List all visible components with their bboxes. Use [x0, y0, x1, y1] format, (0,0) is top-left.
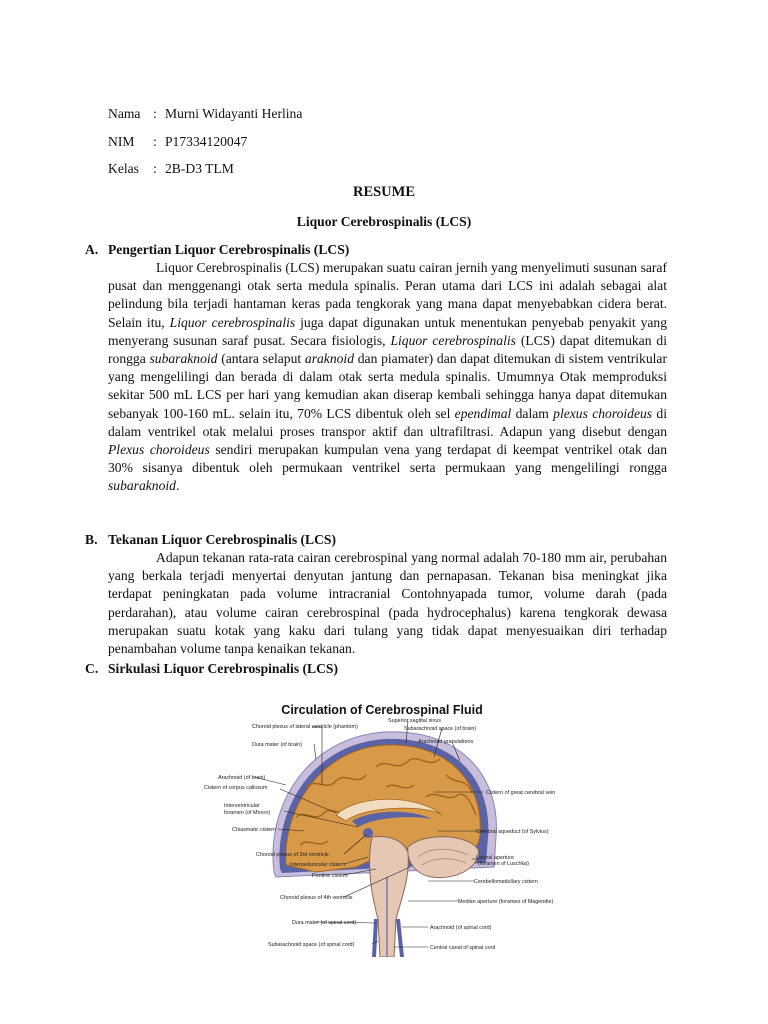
label-foramen-luschka: (foramen of Luschka): [478, 861, 529, 867]
class-row: [108, 155, 302, 183]
text-run: (antara selaput: [217, 351, 305, 367]
section-b-letter: B.: [85, 532, 98, 547]
csf-circulation-figure: [196, 697, 568, 957]
text-run: .: [175, 478, 180, 494]
label-choroid-lateral: Choroid plexus of lateral ventricle (phantom): [252, 724, 358, 730]
section-b-title: Tekanan Liquor Cerebrospinalis (LCS): [108, 532, 337, 547]
section-a: [85, 240, 667, 496]
label-choroid-4th: Choroid plexus of 4th ventricle: [280, 895, 353, 901]
label-cistern-callosum: Cistern of corpus callosum: [204, 785, 268, 791]
document-title: RESUME: [352, 184, 416, 200]
class-key: Kelas: [108, 161, 139, 176]
label-foramen-monro: foramen (of Monro): [224, 810, 271, 816]
text-run: (LCS) dapat ditemukan di rongga: [108, 332, 668, 367]
section-b-heading: [85, 530, 667, 549]
italic-term: ependimal: [454, 405, 512, 421]
label-subarachnoid-brain: Subarachnoid space (of brain): [404, 726, 477, 732]
label-superior-sinus: Superior sagittal sinus: [388, 718, 442, 724]
class-sep: :: [153, 161, 157, 176]
italic-term: Plexus choroideus: [108, 442, 210, 458]
italic-term: araknoid: [304, 351, 354, 367]
label-pontine: Pontine cistern: [312, 873, 348, 879]
section-a-title: Pengertian Liquor Cerebrospinalis (LCS): [108, 242, 350, 257]
name-sep: :: [153, 106, 157, 121]
student-info: [108, 100, 302, 183]
figure-title: Circulation of Cerebrospinal Fluid: [281, 703, 483, 717]
label-subarachnoid-spinal: Subarachnoid space (of spinal cord): [268, 942, 355, 948]
section-a-paragraph: [108, 259, 667, 496]
label-cerebellomedullary: Cerebellomedullary cistern: [474, 879, 538, 885]
italic-term: subaraknoid: [149, 351, 218, 367]
brain-diagram: [196, 697, 568, 957]
label-arachnoid-granulations: Arachnoid granulations: [418, 739, 474, 745]
section-c: [85, 659, 667, 678]
label-arachnoid-spinal: Arachnoid (of spinal cord): [430, 925, 492, 931]
text-run: dalam: [511, 405, 554, 421]
label-central-canal: Central canal of spinal cord: [430, 945, 496, 951]
italic-term: plexus choroideus: [553, 405, 653, 421]
nim-value: P17334120047: [165, 133, 248, 149]
nim-row: [108, 128, 302, 156]
text-run: dan piamater) dan dapat ditemukan di sistem ventrikular yang mengelilingi dan berada di dalam otak serta medula spinalis. Umumnya Otak memproduksi sekitar 500 mL LCS per hari yang kemudian akan diserap kembali sehingga hanya dapat ditemukan sebanyak 100-160 mL. selain itu, 70% LCS dibentuk oleh sel: [108, 351, 667, 421]
label-dura-spinal: Dura mater (of spinal cord): [292, 920, 357, 926]
name-value: Murni Widayanti Herlina: [165, 106, 303, 121]
section-a-heading: [85, 240, 667, 259]
nim-sep: :: [153, 133, 157, 149]
label-arachnoid-brain: Arachnoid (of brain): [218, 775, 266, 781]
class-value: 2B-D3 TLM: [165, 161, 234, 176]
label-lateral-aperture: Lateral aperture: [476, 855, 515, 861]
italic-term: subaraknoid: [108, 478, 176, 494]
italic-term: Liquor cerebrospinalis: [390, 332, 516, 348]
section-c-title: Sirkulasi Liquor Cerebrospinalis (LCS): [108, 661, 339, 676]
label-interventricular: Interventricular: [224, 803, 260, 809]
label-median-aperture: Median aperture (foramen of Magendie): [458, 899, 554, 905]
name-row: [108, 100, 302, 128]
label-choroid-3rd: Choroid plexus of 3rd ventricle: [256, 852, 329, 858]
label-aqueduct: Cerebral aqueduct (of Sylvius): [476, 829, 549, 835]
text-run: sendiri merupakan kumpulan vena yang terdapat di keempat ventrikel otak dan 30% sisanya dibentuk oleh permukaan ventrikel serta permukaan yang mengelilingi rongga: [108, 442, 667, 476]
label-dura-brain: Dura mater (of brain): [252, 742, 303, 748]
name-key: Nama: [108, 106, 141, 121]
section-a-letter: A.: [85, 242, 99, 257]
text-run: Liquor Cerebrospinalis (LCS) merupakan suatu cairan jernih yang menyelimuti susunan saraf pusat dan menggenangi otak serta medula spinalis. Peran utama dari LCS ini adalah sebagai alat pelindung bila terjadi hantaman keras pada tengkorak yang mana dapat menyebabkan cidera berat. Selain itu,: [108, 260, 667, 330]
label-chiasmatic: Chiasmatic cistern: [232, 827, 277, 833]
section-c-heading: [85, 659, 667, 678]
text-run: di dalam ventrikel otak melalui proses transpor aktif dan ultrafiltrasi. Adapun yang disebut dengan: [108, 405, 667, 439]
document-subtitle: Liquor Cerebrospinalis (LCS): [296, 214, 472, 229]
nim-key: NIM: [108, 133, 135, 149]
text-run: juga dapat digunakan untuk menentukan penyebab penyakit yang menyerang susunan saraf pusat. Secara fisiologis,: [108, 314, 668, 348]
section-b-paragraph: Adapun tekanan rata-rata cairan cerebrospinal yang normal adalah 70-180 mm air, perubahan yang berkala terjadi menyertai denyutan jantung dan pernapasan. Tekanan bisa meningkat jika terdapat peningkatan pada volume intracranial Contohnyapada tumor, volume darah (pada perdarahan), atau volume cairan cerebrospinal (pada hydrocephalus) karena tengkorak dewasa merupakan suatu kotak yang kaku dari tulang yang tidak dapat menyesuaikan diri terhadap penambahan volume tanpa kenaikan tekanan.: [108, 550, 667, 657]
section-b: [85, 530, 667, 658]
section-c-letter: C.: [85, 661, 99, 676]
label-interpeduncular: Interpeduncular cistern: [290, 862, 345, 868]
italic-term: Liquor cerebrospinalis: [169, 314, 296, 330]
label-cistern-great-vein: Cistern of great cerebral vein: [486, 790, 556, 796]
